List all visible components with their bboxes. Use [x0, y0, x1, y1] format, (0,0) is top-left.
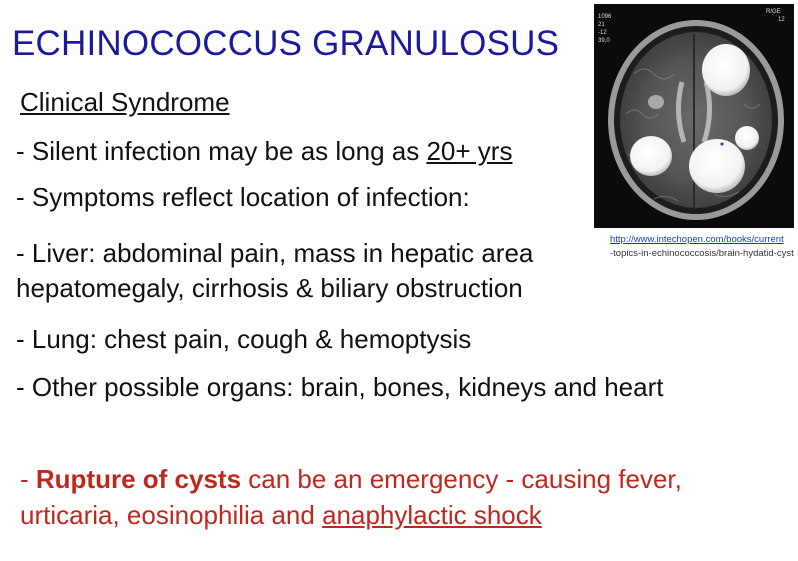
bullet-text: - Silent infection may be as long as: [16, 136, 427, 166]
section-heading: Clinical Syndrome: [20, 87, 230, 117]
svg-text:12: 12: [778, 17, 785, 23]
duration-emphasis: 20+ yrs: [426, 136, 513, 166]
bullet-liver-line1: - Liver: abdominal pain, mass in hepatic area: [16, 238, 534, 268]
bullet-other-organs: - Other possible organs: brain, bones, kidneys and heart: [16, 372, 664, 402]
slide-title: ECHINOCOCCUS GRANULOSUS: [12, 24, 560, 63]
anaphylactic-shock-emphasis: anaphylactic shock: [322, 500, 542, 530]
image-source-link[interactable]: http://www.intechopen.com/books/current: [610, 234, 784, 245]
brain-mri-icon: [594, 4, 794, 228]
svg-text:-12: -12: [598, 30, 607, 36]
svg-text:39,0: 39,0: [598, 38, 610, 44]
bullet-symptoms: - Symptoms reflect location of infection:: [16, 182, 470, 212]
warning-text: can be an emergency - causing fever,: [241, 464, 682, 494]
warning-bold: Rupture of cysts: [35, 464, 242, 494]
image-source-line2: -topics-in-echinococcosis/brain-hydatid-cyst: [610, 248, 794, 259]
svg-text:1096: 1096: [598, 14, 612, 20]
svg-text:21: 21: [598, 22, 605, 28]
svg-text:R/GE: R/GE: [766, 9, 781, 15]
bullet-liver-line2: hepatomegaly, cirrhosis & biliary obstruction: [16, 273, 523, 303]
warning-line1: [20, 464, 682, 495]
warning-dash: -: [20, 464, 36, 494]
brain-mri-image: [594, 4, 794, 228]
bullet-silent-infection: [16, 136, 512, 167]
warning-line2: [20, 500, 542, 531]
warning-text-2: urticaria, eosinophilia and: [20, 500, 323, 530]
bullet-lung: - Lung: chest pain, cough & hemoptysis: [16, 324, 472, 354]
